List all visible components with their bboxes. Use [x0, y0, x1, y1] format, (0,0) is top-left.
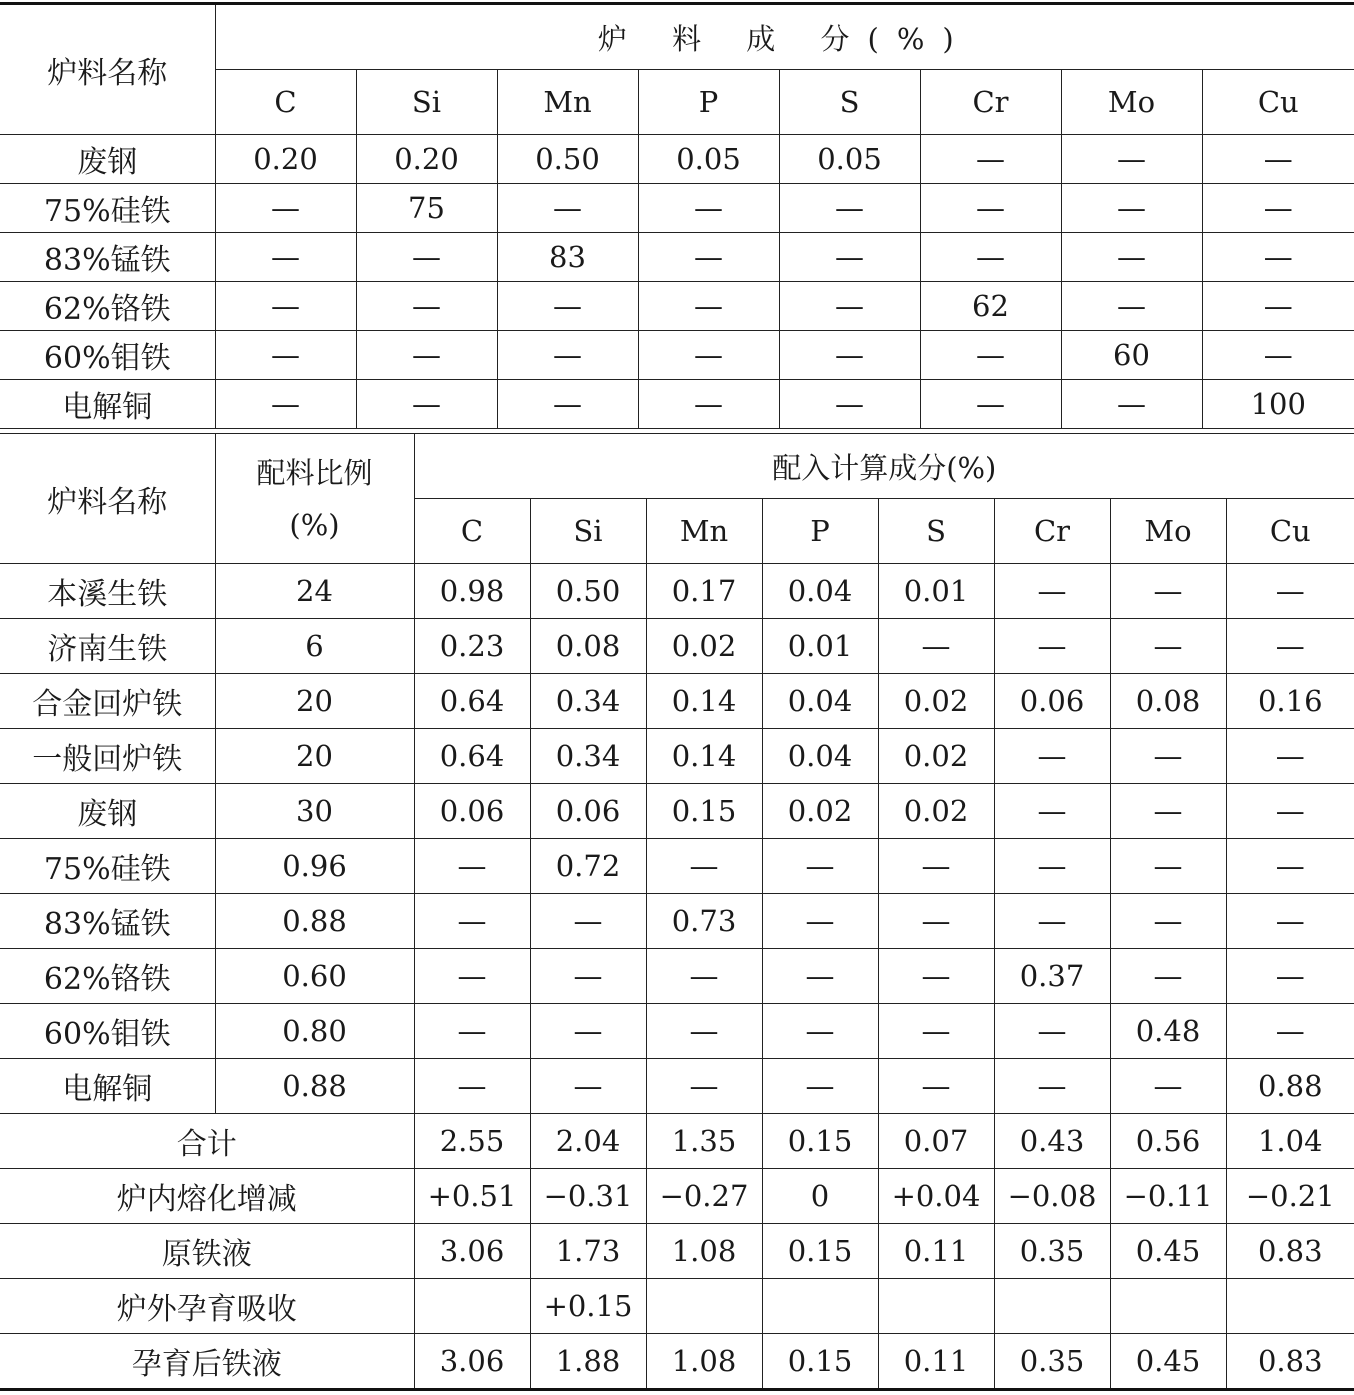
calculated-cell-si: 0.34 — [530, 674, 646, 729]
calculated-cell-s: — — [878, 839, 994, 894]
calculated-cell-s: — — [878, 619, 994, 674]
calculated-cell-cr: — — [994, 619, 1110, 674]
summary-label-cell: 合计 — [0, 1114, 414, 1169]
summary-cell-si: +0.15 — [530, 1279, 646, 1334]
element-header-s: S — [779, 70, 920, 135]
calculated-cell-mo: — — [1110, 784, 1226, 839]
composition-cell-cr: — — [920, 184, 1061, 233]
calculated-cell-c: 0.23 — [414, 619, 530, 674]
material-name-cell: 电解铜 — [0, 380, 215, 429]
calculated-cell-si: — — [530, 949, 646, 1004]
calculated-cell-s: 0.02 — [878, 674, 994, 729]
calculated-cell-mn: 0.73 — [646, 894, 762, 949]
summary-row — [0, 1114, 1354, 1169]
calculated-cell-c: — — [414, 1059, 530, 1114]
material-name-cell: 废钢 — [0, 135, 215, 184]
calculated-cell-mo: — — [1110, 729, 1226, 784]
calculated-composition-header: 配入计算成分(%) — [414, 434, 1354, 499]
summary-row — [0, 1169, 1354, 1224]
material-name-cell: 济南生铁 — [0, 619, 215, 674]
material-name-cell: 62%铬铁 — [0, 949, 215, 1004]
material-name-cell: 75%硅铁 — [0, 839, 215, 894]
summary-row — [0, 1279, 1354, 1334]
calculated-cell-si: 0.34 — [530, 729, 646, 784]
calculated-cell-cr: — — [994, 839, 1110, 894]
element-header-cr: Cr — [994, 499, 1110, 564]
composition-cell-mo: — — [1061, 135, 1202, 184]
composition-cell-mo: 60 — [1061, 331, 1202, 380]
calculated-cell-c: — — [414, 839, 530, 894]
calculated-cell-s: — — [878, 949, 994, 1004]
table-row — [0, 233, 1354, 282]
calculated-cell-mo: 0.48 — [1110, 1004, 1226, 1059]
ratio-header-line2: (%) — [289, 507, 340, 542]
table-row — [0, 564, 1354, 619]
calculated-cell-c: 0.64 — [414, 729, 530, 784]
material-name-cell: 83%锰铁 — [0, 233, 215, 282]
calculated-cell-mn: 0.02 — [646, 619, 762, 674]
composition-cell-mo: — — [1061, 380, 1202, 429]
calculated-cell-cu: — — [1226, 729, 1354, 784]
material-name-cell: 62%铬铁 — [0, 282, 215, 331]
summary-cell-mo — [1110, 1279, 1226, 1334]
material-name-cell: 废钢 — [0, 784, 215, 839]
material-name-cell: 电解铜 — [0, 1059, 215, 1114]
ratio-cell: 0.96 — [215, 839, 414, 894]
material-name-cell: 本溪生铁 — [0, 564, 215, 619]
ratio-cell: 20 — [215, 674, 414, 729]
summary-cell-cu: 0.83 — [1226, 1334, 1354, 1390]
calculated-cell-cu: 0.88 — [1226, 1059, 1354, 1114]
summary-cell-c: +0.51 — [414, 1169, 530, 1224]
table-row — [0, 135, 1354, 184]
calculated-cell-cu: 0.16 — [1226, 674, 1354, 729]
summary-cell-cr: 0.43 — [994, 1114, 1110, 1169]
composition-cell-cr: — — [920, 331, 1061, 380]
table-row — [0, 619, 1354, 674]
calculated-cell-c: 0.06 — [414, 784, 530, 839]
summary-cell-mn: 1.08 — [646, 1334, 762, 1390]
table-row — [0, 1059, 1354, 1114]
calculated-cell-c: — — [414, 894, 530, 949]
composition-cell-s: — — [779, 331, 920, 380]
calculated-cell-mn: 0.15 — [646, 784, 762, 839]
composition-cell-mn: — — [497, 331, 638, 380]
calculated-cell-cu: — — [1226, 894, 1354, 949]
composition-cell-c: 0.20 — [215, 135, 356, 184]
composition-cell-cu: — — [1202, 135, 1354, 184]
summary-cell-cr — [994, 1279, 1110, 1334]
summary-cell-c: 3.06 — [414, 1334, 530, 1390]
summary-cell-mo: −0.11 — [1110, 1169, 1226, 1224]
calculated-cell-cu: — — [1226, 949, 1354, 1004]
summary-cell-mo: 0.45 — [1110, 1224, 1226, 1279]
composition-cell-s: — — [779, 380, 920, 429]
summary-cell-cr: −0.08 — [994, 1169, 1110, 1224]
material-name-header-2: 炉料名称 — [0, 434, 215, 564]
calculated-cell-s: 0.01 — [878, 564, 994, 619]
element-header-p: P — [638, 70, 779, 135]
summary-cell-s: 0.11 — [878, 1224, 994, 1279]
composition-cell-c: — — [215, 184, 356, 233]
calculated-cell-cu: — — [1226, 784, 1354, 839]
element-header-si: Si — [356, 70, 497, 135]
composition-cell-si: — — [356, 380, 497, 429]
composition-cell-p: — — [638, 184, 779, 233]
composition-cell-s: — — [779, 233, 920, 282]
calculated-cell-p: — — [762, 1059, 878, 1114]
summary-cell-mo: 0.45 — [1110, 1334, 1226, 1390]
calculated-cell-p: 0.02 — [762, 784, 878, 839]
element-header-mo: Mo — [1061, 70, 1202, 135]
calculated-cell-p: 0.04 — [762, 674, 878, 729]
calculated-cell-si: 0.72 — [530, 839, 646, 894]
composition-cell-s: 0.05 — [779, 135, 920, 184]
ratio-cell: 6 — [215, 619, 414, 674]
element-header-c: C — [414, 499, 530, 564]
calculated-cell-mn: — — [646, 1059, 762, 1114]
composition-cell-p: — — [638, 331, 779, 380]
summary-cell-mo: 0.56 — [1110, 1114, 1226, 1169]
calculated-cell-cr: — — [994, 729, 1110, 784]
composition-cell-p: 0.05 — [638, 135, 779, 184]
table-row — [0, 331, 1354, 380]
calculated-cell-cu: — — [1226, 1004, 1354, 1059]
calculated-cell-mo: 0.08 — [1110, 674, 1226, 729]
calculated-cell-c: 0.98 — [414, 564, 530, 619]
calculated-cell-cr: 0.06 — [994, 674, 1110, 729]
table-row — [0, 894, 1354, 949]
summary-cell-s: 0.11 — [878, 1334, 994, 1390]
composition-cell-s: — — [779, 184, 920, 233]
element-header-si: Si — [530, 499, 646, 564]
table-row — [0, 949, 1354, 1004]
composition-cell-cu: — — [1202, 184, 1354, 233]
calculated-cell-cr: — — [994, 894, 1110, 949]
composition-cell-cr: — — [920, 135, 1061, 184]
ratio-header — [215, 434, 414, 564]
calculated-cell-c: 0.64 — [414, 674, 530, 729]
calculated-cell-c: — — [414, 949, 530, 1004]
calculated-cell-s: — — [878, 1059, 994, 1114]
summary-cell-s — [878, 1279, 994, 1334]
calculated-cell-p: 0.01 — [762, 619, 878, 674]
summary-cell-c — [414, 1279, 530, 1334]
material-name-cell: 一般回炉铁 — [0, 729, 215, 784]
summary-label-cell: 原铁液 — [0, 1224, 414, 1279]
composition-cell-cu: — — [1202, 331, 1354, 380]
ratio-cell: 0.88 — [215, 1059, 414, 1114]
calculated-cell-mo: — — [1110, 619, 1226, 674]
calculated-cell-s: — — [878, 1004, 994, 1059]
element-header-s: S — [878, 499, 994, 564]
calculated-cell-p: — — [762, 1004, 878, 1059]
element-header-cu: Cu — [1226, 499, 1354, 564]
summary-cell-cr: 0.35 — [994, 1224, 1110, 1279]
table-row — [0, 282, 1354, 331]
calculated-cell-mn: 0.17 — [646, 564, 762, 619]
composition-cell-p: — — [638, 380, 779, 429]
summary-cell-p: 0 — [762, 1169, 878, 1224]
calculated-cell-mo: — — [1110, 1059, 1226, 1114]
composition-cell-p: — — [638, 233, 779, 282]
table-row — [0, 1004, 1354, 1059]
composition-cell-c: — — [215, 331, 356, 380]
charge-composition-table — [0, 2, 1354, 429]
composition-cell-cu: — — [1202, 282, 1354, 331]
composition-cell-mn: 83 — [497, 233, 638, 282]
summary-cell-cu: 1.04 — [1226, 1114, 1354, 1169]
summary-cell-mn: 1.35 — [646, 1114, 762, 1169]
calculated-cell-p: — — [762, 949, 878, 1004]
calculated-cell-mn: 0.14 — [646, 729, 762, 784]
calculated-cell-mo: — — [1110, 564, 1226, 619]
calculated-cell-mo: — — [1110, 949, 1226, 1004]
calculated-cell-p: — — [762, 894, 878, 949]
calculated-cell-c: — — [414, 1004, 530, 1059]
composition-cell-si: — — [356, 331, 497, 380]
composition-cell-c: — — [215, 282, 356, 331]
ratio-cell: 0.60 — [215, 949, 414, 1004]
material-name-cell: 83%锰铁 — [0, 894, 215, 949]
summary-row — [0, 1334, 1354, 1390]
element-header-cr: Cr — [920, 70, 1061, 135]
composition-header-text: 炉 料 成 分(%) — [597, 21, 972, 56]
calculated-cell-cr: — — [994, 1059, 1110, 1114]
calculated-cell-si: — — [530, 1004, 646, 1059]
composition-cell-mn: — — [497, 184, 638, 233]
summary-cell-si: 2.04 — [530, 1114, 646, 1169]
calculated-cell-si: — — [530, 894, 646, 949]
summary-label-cell: 炉外孕育吸收 — [0, 1279, 414, 1334]
calculated-cell-cr: — — [994, 784, 1110, 839]
calculated-cell-mn: — — [646, 949, 762, 1004]
calculated-cell-s: 0.02 — [878, 729, 994, 784]
table-row — [0, 380, 1354, 429]
composition-cell-cu: 100 — [1202, 380, 1354, 429]
summary-row — [0, 1224, 1354, 1279]
composition-cell-mo: — — [1061, 282, 1202, 331]
summary-cell-cu: 0.83 — [1226, 1224, 1354, 1279]
composition-cell-cr: — — [920, 380, 1061, 429]
composition-cell-c: — — [215, 380, 356, 429]
calculated-cell-s: 0.02 — [878, 784, 994, 839]
calculated-cell-mn: 0.14 — [646, 674, 762, 729]
summary-cell-p: 0.15 — [762, 1334, 878, 1390]
composition-cell-mn: 0.50 — [497, 135, 638, 184]
composition-cell-mo: — — [1061, 184, 1202, 233]
material-name-cell: 75%硅铁 — [0, 184, 215, 233]
table-row — [0, 729, 1354, 784]
composition-cell-si: — — [356, 233, 497, 282]
summary-cell-mn — [646, 1279, 762, 1334]
ratio-header-line1: 配料比例 — [256, 455, 373, 490]
composition-cell-s: — — [779, 282, 920, 331]
composition-header — [215, 4, 1354, 70]
charge-calculation-table — [0, 433, 1354, 1391]
material-name-cell: 60%钼铁 — [0, 331, 215, 380]
summary-cell-si: 1.88 — [530, 1334, 646, 1390]
ratio-cell: 0.88 — [215, 894, 414, 949]
summary-cell-p — [762, 1279, 878, 1334]
calculated-cell-cu: — — [1226, 839, 1354, 894]
calculated-cell-s: — — [878, 894, 994, 949]
ratio-cell: 20 — [215, 729, 414, 784]
summary-cell-si: 1.73 — [530, 1224, 646, 1279]
summary-label-cell: 炉内熔化增减 — [0, 1169, 414, 1224]
composition-cell-mn: — — [497, 282, 638, 331]
summary-cell-c: 2.55 — [414, 1114, 530, 1169]
element-header-cu: Cu — [1202, 70, 1354, 135]
table-row — [0, 184, 1354, 233]
ratio-cell: 24 — [215, 564, 414, 619]
calculated-cell-mn: — — [646, 839, 762, 894]
calculated-cell-si: 0.08 — [530, 619, 646, 674]
summary-cell-p: 0.15 — [762, 1224, 878, 1279]
summary-cell-p: 0.15 — [762, 1114, 878, 1169]
summary-cell-cu: −0.21 — [1226, 1169, 1354, 1224]
calculated-cell-si: — — [530, 1059, 646, 1114]
material-name-cell: 60%钼铁 — [0, 1004, 215, 1059]
material-name-header: 炉料名称 — [0, 4, 215, 135]
ratio-cell: 0.80 — [215, 1004, 414, 1059]
element-header-c: C — [215, 70, 356, 135]
table-row — [0, 839, 1354, 894]
calculated-cell-mo: — — [1110, 839, 1226, 894]
calculated-cell-cr: 0.37 — [994, 949, 1110, 1004]
calculated-cell-cu: — — [1226, 564, 1354, 619]
calculated-cell-cr: — — [994, 564, 1110, 619]
calculated-cell-mo: — — [1110, 894, 1226, 949]
calculated-cell-si: 0.06 — [530, 784, 646, 839]
calculated-cell-p: — — [762, 839, 878, 894]
table-row — [0, 784, 1354, 839]
ratio-cell: 30 — [215, 784, 414, 839]
element-header-p: P — [762, 499, 878, 564]
summary-cell-cu — [1226, 1279, 1354, 1334]
summary-cell-s: +0.04 — [878, 1169, 994, 1224]
material-name-cell: 合金回炉铁 — [0, 674, 215, 729]
composition-cell-si: 75 — [356, 184, 497, 233]
composition-cell-cr: 62 — [920, 282, 1061, 331]
calculated-cell-p: 0.04 — [762, 729, 878, 784]
calculated-cell-mn: — — [646, 1004, 762, 1059]
table-row — [0, 674, 1354, 729]
element-header-mo: Mo — [1110, 499, 1226, 564]
summary-cell-mn: −0.27 — [646, 1169, 762, 1224]
composition-cell-p: — — [638, 282, 779, 331]
summary-cell-c: 3.06 — [414, 1224, 530, 1279]
summary-cell-mn: 1.08 — [646, 1224, 762, 1279]
element-header-mn: Mn — [497, 70, 638, 135]
calculated-cell-cr: — — [994, 1004, 1110, 1059]
composition-cell-c: — — [215, 233, 356, 282]
calculated-cell-p: 0.04 — [762, 564, 878, 619]
element-header-mn: Mn — [646, 499, 762, 564]
summary-cell-s: 0.07 — [878, 1114, 994, 1169]
calculated-cell-si: 0.50 — [530, 564, 646, 619]
summary-cell-cr: 0.35 — [994, 1334, 1110, 1390]
composition-cell-si: — — [356, 282, 497, 331]
calculated-cell-cu: — — [1226, 619, 1354, 674]
composition-cell-si: 0.20 — [356, 135, 497, 184]
composition-cell-mo: — — [1061, 233, 1202, 282]
summary-label-cell: 孕育后铁液 — [0, 1334, 414, 1390]
composition-cell-cu: — — [1202, 233, 1354, 282]
summary-cell-si: −0.31 — [530, 1169, 646, 1224]
composition-cell-cr: — — [920, 233, 1061, 282]
composition-cell-mn: — — [497, 380, 638, 429]
